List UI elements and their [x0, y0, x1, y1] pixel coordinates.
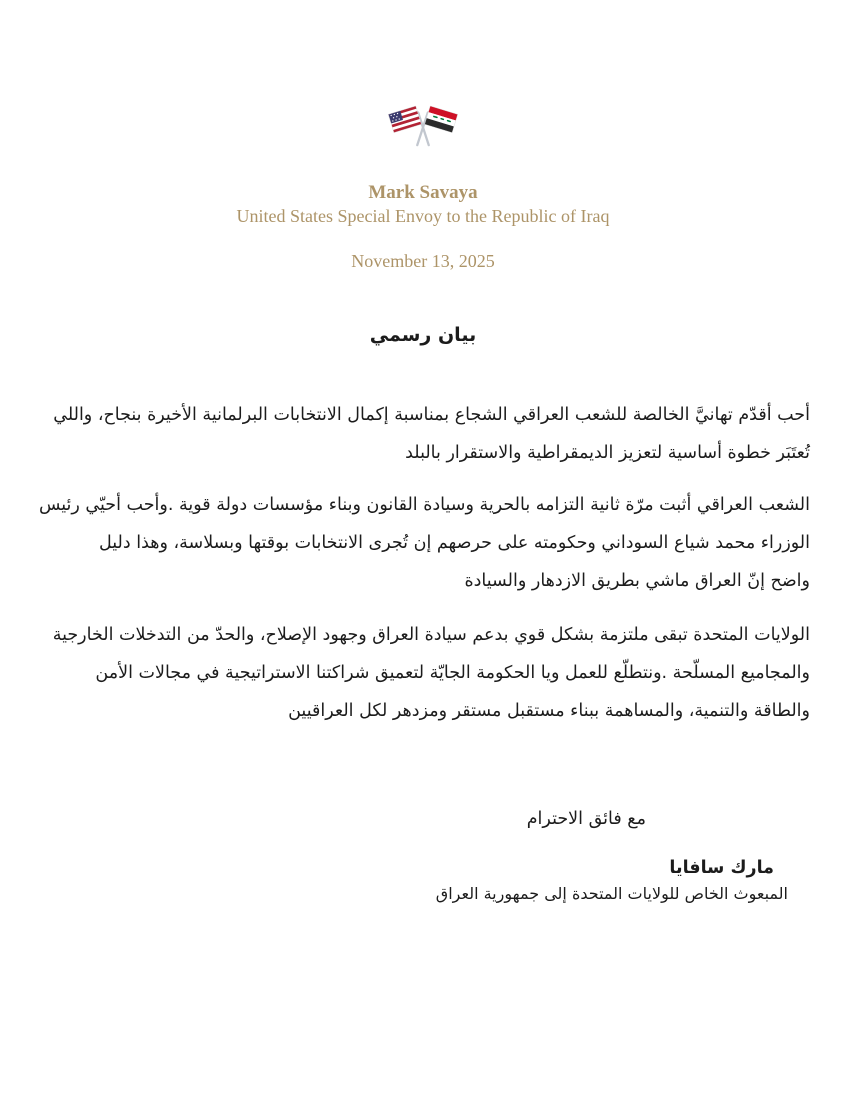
paragraph-congratulations: [36, 396, 810, 472]
envoy-title: United States Special Envoy to the Republic of Iraq: [236, 206, 610, 226]
us-flag: [388, 106, 421, 133]
paragraph-commitment: [36, 486, 810, 600]
closing-salutation: مع فائق الاحترام: [526, 809, 646, 829]
paragraph-line: والطاقة والتنمية، والمساهمة ببناء مستقبل مستقر ومزدهر لكل العراقيين: [288, 701, 810, 721]
paragraph-line: الشعب العراقي أثبت مرّة ثانية التزامه بالحرية وسيادة القانون وبناء مؤسسات دولة قوية .وأحب أحيّي رئيس: [38, 495, 810, 515]
paragraph-line: أحب أقدّم تهانيَّ الخالصة للشعب العراقي الشجاع بمناسبة إكمال الانتخابات البرلمانية الأخيرة بنجاح، واللي: [53, 405, 810, 425]
paragraph-line: والمجاميع المسلّحة .ونتطلّع للعمل ويا الحكومة الجايّة لتعميق شراكتنا الاستراتيجية في مجالات الأمن: [95, 663, 810, 683]
signature-name: مارك سافايا: [669, 858, 774, 878]
statement-date: November 13, 2025: [351, 251, 495, 271]
us-iraq-crossed-flags-icon: [386, 104, 460, 148]
paragraph-us-support: [36, 616, 810, 730]
iraq-flag: [425, 106, 458, 133]
paragraph-line: الولايات المتحدة تبقى ملتزمة بشكل قوي بدعم سيادة العراق وجهود الإصلاح، والحدّ من التدخلات الخارجية: [52, 625, 810, 645]
paragraph-line: تُعتَبَر خطوة أساسية لتعزيز الديمقراطية والاستقرار بالبلد: [405, 443, 810, 463]
envoy-name: Mark Savaya: [368, 182, 478, 203]
signature-title: المبعوث الخاص للولايات المتحدة إلى جمهورية العراق: [435, 884, 788, 903]
paragraph-line: واضح إنّ العراق ماشي بطريق الازدهار والسيادة: [464, 571, 810, 591]
paragraph-line: الوزراء محمد شياع السوداني وحكومته على حرصهم إن تُجرى الانتخابات بوقتها وبسلاسة، وهذا دليل: [98, 533, 810, 553]
statement-heading: بيان رسمي: [369, 324, 477, 346]
statement-body: [0, 396, 846, 906]
